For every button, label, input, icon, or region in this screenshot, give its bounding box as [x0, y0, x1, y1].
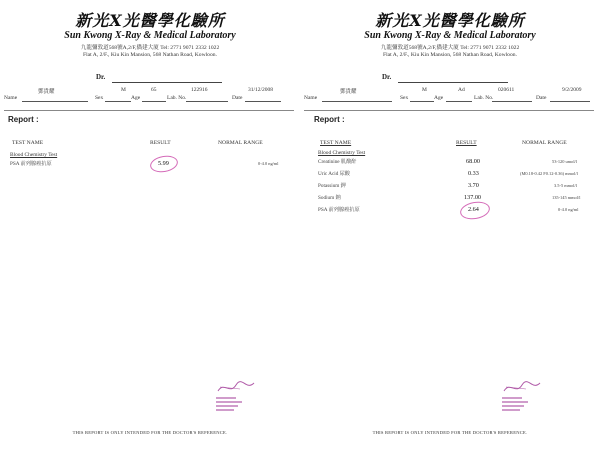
sex-line: [410, 101, 434, 102]
report-footer-note: THIS REPORT IS ONLY INTENDED FOR THE DOCTOR'S REFERENCE.: [372, 430, 528, 435]
result-header: RESULT: [150, 140, 171, 146]
lab-no-value: 020611: [498, 87, 515, 93]
test-range: 135-145 mmol/l: [552, 195, 581, 200]
lab-report-right: [300, 0, 600, 450]
name-line: [322, 101, 392, 102]
test-row: [300, 206, 600, 215]
sex-label: Sex: [400, 95, 409, 101]
test-name: Sodium 鈉: [318, 195, 341, 201]
test-name: Creatinine 肌酸酐: [318, 159, 357, 165]
patient-name-value: 鄧貴耀: [340, 89, 357, 95]
lab-address-phone: 九龍彌敦道568號A,2/F,僑建大廈 Tel: 2771 9071 2332 1022: [80, 45, 220, 51]
sex-label: Sex: [95, 95, 104, 101]
lab-address-phone: 九龍彌敦道568號A,2/F,僑建大廈 Tel: 2771 9071 2332 1022: [380, 45, 520, 51]
date-line: [550, 101, 590, 102]
test-name-header: TEST NAME: [320, 140, 352, 146]
age-line: [142, 101, 166, 102]
test-result: 3.70: [468, 182, 479, 189]
sex-value: M: [422, 87, 427, 93]
lab-no-line: [492, 101, 532, 102]
doctor-line: [112, 82, 222, 83]
lab-no-line: [186, 101, 228, 102]
normal-range-header: NORMAL RANGE: [218, 140, 263, 146]
header-rule: [4, 110, 294, 111]
test-range: 0-4.0 ng/ml: [258, 161, 279, 166]
lab-name-chinese: 新光X光醫學化驗所: [375, 11, 525, 30]
lab-address-english: Flat A, 2/F., Kiu Kin Mansion, 568 Nathan Road, Kowloon.: [83, 52, 217, 58]
doctor-line: [398, 82, 508, 83]
result-header: RESULT: [456, 140, 477, 146]
name-label: Name: [4, 95, 18, 101]
doctor-signature-stamp: [210, 377, 265, 415]
age-line: [446, 101, 472, 102]
report-title: Report :: [8, 115, 39, 124]
lab-address-english: Flat A, 2/F., Kiu Kin Mansion, 568 Nathan Road, Kowloon.: [383, 52, 517, 58]
report-footer-note: THIS REPORT IS ONLY INTENDED FOR THE DOCTOR'S REFERENCE.: [72, 430, 228, 435]
doctor-signature-stamp: [496, 377, 551, 415]
lab-no-value: 122916: [191, 87, 208, 93]
name-line: [22, 101, 88, 102]
age-value: Ad: [458, 87, 465, 93]
lab-no-label: Lab. No.: [167, 95, 187, 101]
normal-range-header: NORMAL RANGE: [522, 140, 567, 146]
date-label: Date: [536, 95, 547, 101]
test-row: [300, 158, 600, 167]
age-label: Age: [131, 95, 141, 101]
test-result: 2.64: [468, 206, 479, 213]
lab-name-english: Sun Kwong X-Ray & Medical Laboratory: [64, 30, 236, 41]
age-label: Age: [434, 95, 444, 101]
header-rule: [304, 110, 594, 111]
lab-name-chinese: 新光X光醫學化驗所: [75, 11, 225, 30]
category-label: Blood Chemistry Test: [318, 150, 366, 156]
age-value: 65: [151, 87, 157, 93]
lab-name-english: Sun Kwong X-Ray & Medical Laboratory: [364, 30, 536, 41]
test-name: PSA 前列腺癌抗原: [318, 207, 360, 213]
name-label: Name: [304, 95, 318, 101]
date-value: 9/2/2009: [562, 87, 582, 93]
report-title: Report :: [314, 115, 345, 124]
date-value: 31/12/2008: [248, 87, 274, 93]
patient-name-value: 鄧貴耀: [38, 89, 55, 95]
test-row: [300, 170, 600, 179]
test-result: 5.99: [158, 160, 169, 167]
category-label: Blood Chemistry Test: [10, 152, 58, 158]
date-line: [245, 101, 281, 102]
highlight-circle: [149, 154, 179, 175]
lab-no-label: Lab. No.: [474, 95, 494, 101]
doctor-label: Dr.: [96, 73, 106, 81]
test-name: Potassium 鉀: [318, 183, 346, 189]
test-range: 53-120 umol/l: [552, 159, 578, 164]
sex-line: [105, 101, 131, 102]
test-name: Uric Acid 尿酸: [318, 171, 350, 177]
test-row: [300, 182, 600, 191]
doctor-label: Dr.: [382, 73, 392, 81]
test-range: 3.5-5 mmol/l: [554, 183, 577, 188]
test-result: 137.00: [464, 194, 482, 201]
test-result: 68.00: [466, 158, 480, 165]
test-row: [300, 194, 600, 203]
test-result: 0.33: [468, 170, 479, 177]
test-name-header: TEST NAME: [12, 140, 44, 146]
sex-value: M: [121, 87, 126, 93]
test-name: PSA 前列腺癌抗原: [10, 161, 52, 167]
test-range: (M0.18-0.42 F0.12-0.36) mmol/l: [520, 171, 578, 176]
date-label: Date: [232, 95, 243, 101]
test-range: 0-4.0 ng/ml: [558, 207, 579, 212]
